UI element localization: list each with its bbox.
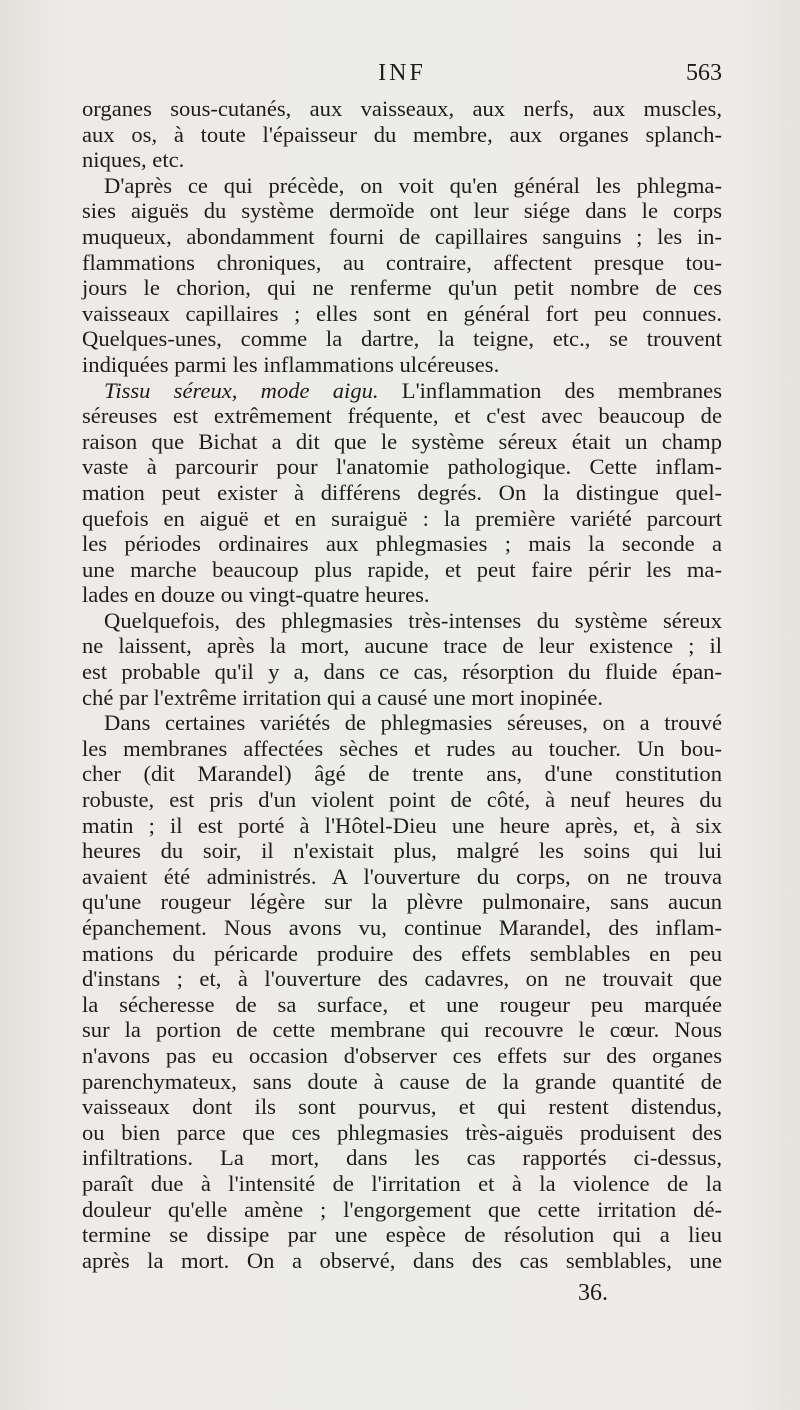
page-header [82, 60, 722, 90]
text-line: ne laissent, après la mort, aucune trace de leur existence ; il [82, 633, 722, 659]
text-line: lades en douze ou vingt-quatre heures. [82, 582, 430, 608]
page-number: 563 [686, 60, 722, 86]
text-line: est probable qu'il y a, dans ce cas, résorption du fluide épan- [82, 659, 722, 685]
text-line: les membranes affectées sèches et rudes au toucher. Un bou- [82, 735, 722, 761]
text-line: épanchement. Nous avons vu, continue Marandel, des inflam- [82, 915, 722, 940]
text-line: infiltrations. La mort, dans les cas rapportés ci-dessus, [82, 1145, 722, 1171]
text-line: flammations chroniques, au contraire, affectent presque tou- [82, 249, 722, 275]
text-line: sies aiguës du système dermoïde ont leur siége dans le corps [82, 198, 722, 224]
running-head: INF [378, 60, 426, 86]
text-line: D'après ce qui précède, on voit qu'en général les phlegma- [104, 172, 722, 198]
text-line: Quelques-unes, comme la dartre, la teigne, etc., se trouvent [82, 326, 722, 352]
text-line: ché par l'extrême irritation qui a causé une mort inopinée. [82, 684, 604, 710]
text-line: organes sous-cutanés, aux vaisseaux, aux nerfs, aux muscles, [82, 96, 722, 121]
text-line: une marche beaucoup plus rapide, et peut faire périr les ma- [82, 556, 722, 582]
text-line: vaisseaux capillaires ; elles sont en général fort peu connues. [82, 300, 722, 326]
text-line: parenchymateux, sans doute à cause de la grande quantité de [82, 1068, 722, 1094]
text-line: termine se dissipe par une espèce de résolution qui a lieu [82, 1222, 722, 1248]
text-line: heures du soir, il n'existait plus, malgré les soins qui lui [82, 838, 722, 864]
signature-mark: 36. [578, 1280, 608, 1306]
text-line: aux os, à toute l'épaisseur du membre, aux organes splanch- [82, 121, 722, 147]
text-line: n'avons pas eu occasion d'observer ces effets sur des organes [82, 1042, 722, 1068]
text-line: vaisseaux dont ils sont pourvus, et qui restent distendus, [82, 1094, 722, 1120]
body-text [82, 96, 722, 1273]
text-line: d'instans ; et, à l'ouverture des cadavres, on ne trouvait que [82, 966, 722, 992]
text-line: niques, etc. [82, 147, 185, 173]
text-line: indiquées parmi les inflammations ulcéreuses. [82, 351, 500, 377]
text-line: la sécheresse de sa surface, et une rougeur peu marquée [82, 991, 722, 1017]
text-line: douleur qu'elle amène ; l'engorgement que cette irritation dé- [82, 1196, 722, 1222]
text-line: qu'une rougeur légère sur la plèvre pulmonaire, sans aucun [82, 889, 722, 915]
text-line: ou bien parce que ces phlegmasies très-aiguës produisent des [82, 1119, 722, 1145]
text-line: après la mort. On a observé, dans des cas semblables, une [82, 1247, 722, 1273]
text-line: mations du péricarde produire des effets semblables en peu [82, 940, 722, 966]
text-line: Quelquefois, des phlegmasies très-intenses du système séreux [104, 607, 722, 633]
text-line: raison que Bichat a dit que le système séreux était un champ [82, 428, 722, 454]
italic-heading: Tissu séreux, mode aigu. [104, 377, 379, 403]
text-line [82, 378, 722, 404]
text-line-rest: L'inflammation des membranes [378, 377, 722, 403]
text-line: mation peut exister à différens degrés. On la distingue quel- [82, 479, 722, 505]
text-line: cher (dit Marandel) âgé de trente ans, d'une constitution [82, 761, 722, 787]
text-line: paraît due à l'intensité de l'irritation et à la violence de la [82, 1170, 722, 1196]
text-line: robuste, est pris d'un violent point de côté, à neuf heures du [82, 787, 722, 813]
text-line: Dans certaines variétés de phlegmasies séreuses, on a trouvé [104, 710, 722, 736]
text-line: jours le chorion, qui ne renferme qu'un petit nombre de ces [82, 275, 722, 301]
text-line: sur la portion de cette membrane qui recouvre le cœur. Nous [82, 1017, 722, 1043]
text-line: avaient été administrés. A l'ouverture du corps, on ne trouva [82, 863, 722, 889]
text-line: quefois en aiguë et en suraiguë : la première variété parcourt [82, 505, 722, 531]
text-line: vaste à parcourir pour l'anatomie pathologique. Cette inflam- [82, 454, 722, 480]
text-line: muqueux, abondamment fourni de capillaires sanguins ; les in- [82, 223, 722, 249]
text-line: séreuses est extrêmement fréquente, et c'est avec beaucoup de [82, 403, 722, 429]
text-line: les périodes ordinaires aux phlegmasies ; mais la seconde a [82, 531, 722, 557]
text-line: matin ; il est porté à l'Hôtel-Dieu une heure après, et, à six [82, 812, 722, 838]
